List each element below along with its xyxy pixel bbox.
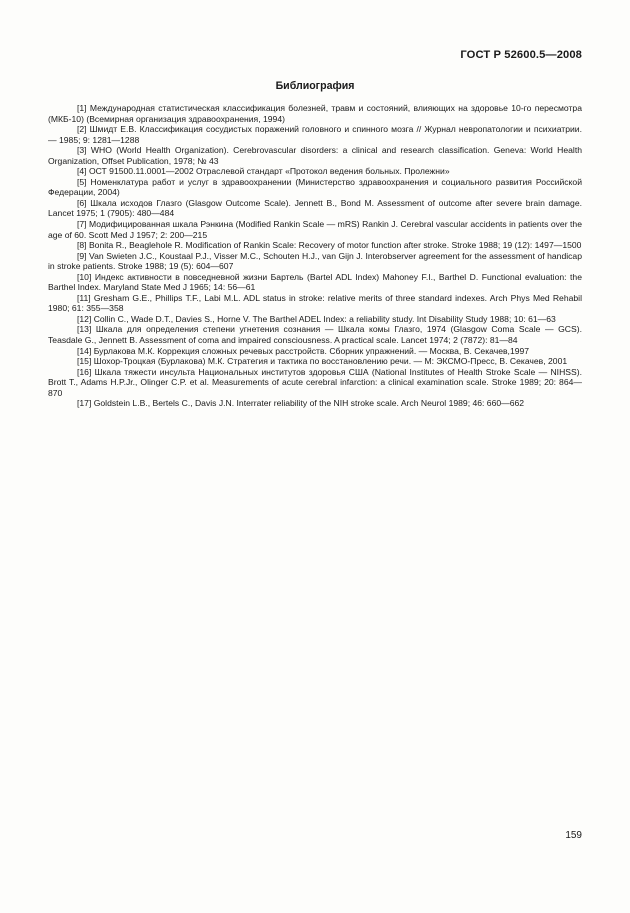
reference-item: [15] Шохор-Троцкая (Бурлакова) М.К. Стратегия и тактика по восстановлению речи. — М: ЭКСМО-Пресс, В. Секачев, 2001 [77,356,568,367]
page-number: 159 [565,830,582,841]
reference-item: [7] Модифицированная шкала Рэнкина (Modified Rankin Scale — mRS) Rankin J. Cerebral vascular accidents in patients over the age of 60. Scott Med J 1957; 2: 200—215 [48,219,582,240]
reference-item: [10] Индекс активности в повседневной жизни Бартель (Bartel ADL Index) Mahoney F.I., Barthel D. Functional evaluation: the Barthel Index. Maryland State Med J 1965; 14: 56—61 [48,271,582,293]
reference-item: [3] WHO (World Health Organization). Cerebrovascular disorders: a clinical and research classification. Geneva: World Health Organization, Offset Publication, 1978; № 43 [48,145,582,166]
reference-item: [11] Gresham G.E., Phillips T.F., Labi M.L. ADL status in stroke: relative merits of three standard indexes. Arch Phys Med Rehabil 1980; 61: 355—358 [48,292,582,314]
reference-item: [5] Номенклатура работ и услуг в здравоохранении (Министерство здравоохранения и социального развития Российской Федерации, 2004) [48,176,582,198]
reference-item: [8] Bonita R., Beaglehole R. Modification of Rankin Scale: Recovery of motor function after stroke. Stroke 1988; 19 (12): 1497—1500 [77,240,582,251]
reference-item: [13] Шкала для определения степени угнетения сознания — Шкала комы Глазго, 1974 (Glasgow Coma Scale — GCS). Teasdale G., Jennett B. Assessment of coma and impaired consciousness. A practical scale. Lancet 1974; 2 (7872): 81—84 [48,324,582,346]
bibliography-title: Библиография [275,80,355,92]
reference-item: [4] ОСТ 91500.11.0001—2002 Отраслевой стандарт «Протокол ведения больных. Пролежни» [77,166,450,177]
reference-item: [2] Шмидт Е.В. Классификация сосудистых поражений головного и спинного мозга // Журнал невропатологии и психиатрии. — 1985; 9: 1281—1288 [48,124,582,145]
reference-item: [6] Шкала исходов Глазго (Glasgow Outcome Scale). Jennett B., Bond M. Assessment of outcome after severe brain damage. Lancet 1975; 1 (7905): 480—484 [48,197,582,219]
reference-item: [1] Международная статистическая классификация болезней, травм и состояний, влияющих на здоровье 10-го пересмотра (МКБ-10) (Всемирная организация здравоохранения, 1994) [48,103,582,124]
reference-item: [17] Goldstein L.B., Bertels C., Davis J.N. Interrater reliability of the NIH stroke scale. Arch Neurol 1989; 46: 660—662 [77,398,525,409]
reference-item: [9] Van Swieten J.C., Koustaal P.J., Visser M.C., Schouten H.J., van Gijn J. Interobserver agreement for the assessment of handicap in stroke patients. Stroke 1988; 19 (5): 604—607 [48,250,582,272]
reference-item: [12] Collin C., Wade D.T., Davies S., Horne V. The Barthel ADEL Index: a reliability study. Int Disability Study 1988; 10: 61—63 [77,313,556,324]
reference-item: [14] Бурлакова М.К. Коррекция сложных речевых расстройств. Сборник упражнений. — Москва, В. Секачев,1997 [77,345,530,356]
reference-list [48,103,582,409]
document-code-header: ГОСТ Р 52600.5—2008 [460,49,582,61]
reference-item: [16] Шкала тяжести инсульта Национальных институтов здоровья США (National Institutes of Health Stroke Scale — NIHSS). Brott T., Adams H.P.Jr., Olinger C.P. et al. Measurements of acute cerebral infarction: a clinical examination scale. Stroke 1989; 20: 864—870 [48,366,582,398]
